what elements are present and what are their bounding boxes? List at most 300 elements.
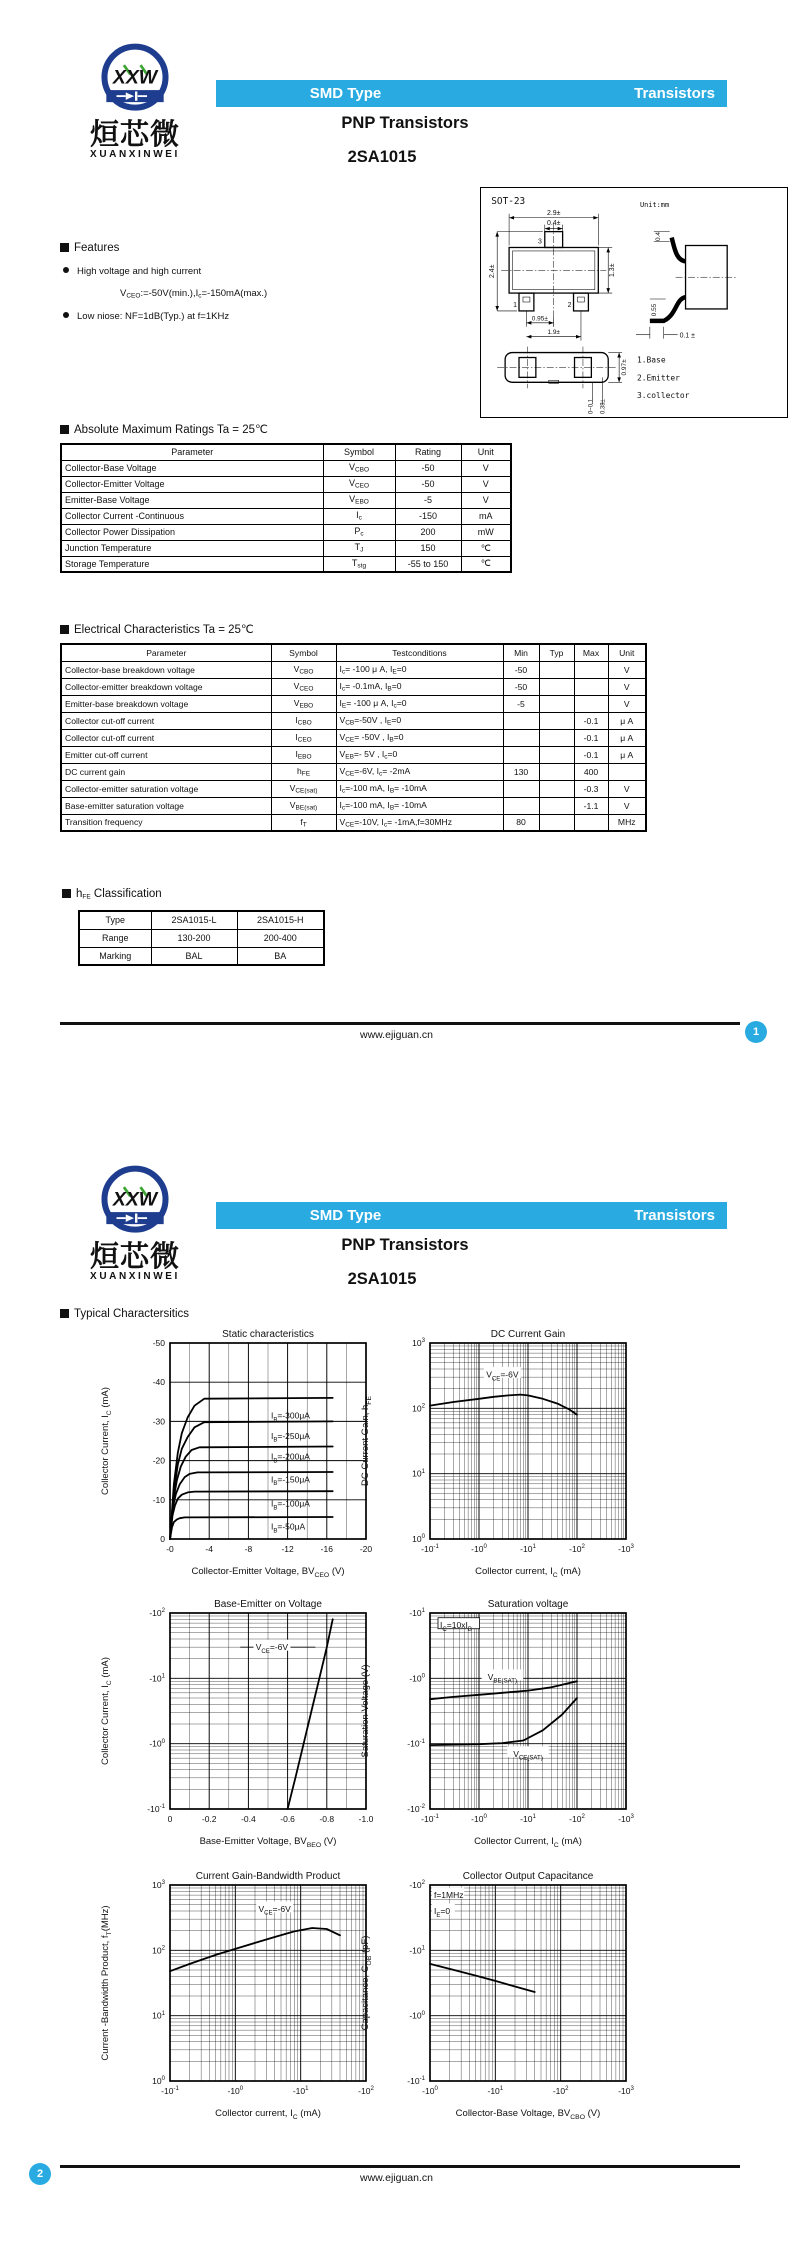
svg-text:-40: -40 [152, 1377, 165, 1388]
table-cell [574, 661, 608, 678]
column-header: Unit [608, 644, 646, 661]
svg-text:VBE(SAT): $V_{BE(SAT)}$ [487, 1671, 518, 1685]
table-cell: μ A [608, 712, 646, 729]
table-row [61, 661, 646, 678]
svg-text:Static characteristics: Static characteristics [222, 1329, 314, 1340]
elec-heading: Electrical Characteristics Ta = 25℃ [60, 622, 254, 636]
svg-text:Collector-Emitter Voltage, BVC: Collector-Emitter Voltage, $BV_{CEO}$ (V) [191, 1566, 345, 1579]
package-name: SOT-23 [491, 195, 526, 207]
column-header: Unit [461, 444, 511, 460]
table-cell: $V_{CBO}$ [271, 661, 336, 678]
table-cell: $V_{CE(sat)}$ [271, 780, 336, 797]
table-row [61, 814, 646, 831]
table-cell: Collector-emitter saturation voltage [61, 780, 271, 797]
table-row [61, 508, 511, 524]
table-cell: Transition frequency [61, 814, 271, 831]
column-header: Testconditions [336, 644, 503, 661]
table-row [61, 797, 646, 814]
table-cell: V [608, 695, 646, 712]
table-cell: Collector Power Dissipation [61, 524, 323, 540]
column-header: Parameter [61, 644, 271, 661]
table-cell: $I_c= -100$ μ A, $I_E=0$ [336, 661, 503, 678]
table-cell: $I_{CBO}$ [271, 712, 336, 729]
table-row [61, 524, 511, 540]
svg-text:-100: $-10^0$ [471, 1813, 487, 1824]
table-cell: $V_{CBO}$ [323, 460, 395, 476]
page-2 [0, 1122, 793, 2244]
svg-text:Collector current, IC (mA): Collector current, $I_C$ (mA) [215, 2108, 321, 2121]
hfe-table [78, 910, 325, 966]
table-cell: $V_{CE}= -50V$ , $I_B=0$ [336, 729, 503, 746]
svg-text:-100: $-10^0$ [471, 1543, 487, 1554]
table-row [79, 911, 324, 929]
table-cell [539, 814, 574, 831]
table-cell: ℃ [461, 556, 511, 572]
table-cell: $V_{CB}=-50V$ , $I_E=0$ [336, 712, 503, 729]
svg-text:103: $10^3$ [152, 1879, 165, 1890]
pin3-number: 3 [537, 238, 542, 246]
svg-text:Collector Current, IC (mA): Collector Current, $I_C$ (mA) [100, 1657, 113, 1765]
table-cell: 150 [395, 540, 461, 556]
svg-text:Collector Current, IC (mA): Collector Current, $I_C$ (mA) [474, 1836, 582, 1849]
svg-text:Saturation Voltage (V): Saturation Voltage (V) [360, 1664, 371, 1758]
svg-text:-10-2: $-10^{-2}$ [407, 1803, 425, 1814]
table-cell [503, 797, 539, 814]
svg-text:-101: $-10^1$ [292, 2085, 309, 2096]
table-header-row [61, 444, 511, 460]
table-cell [539, 763, 574, 780]
svg-text:IC=10xIB: $I_C=10xI_B$ [440, 1620, 472, 1634]
page-number-badge: 2 [29, 2163, 51, 2185]
svg-text:-10-1: $-10^{-1}$ [421, 1813, 439, 1824]
package-unit: Unit:mm [639, 200, 670, 209]
svg-text:-16: -16 [320, 1544, 333, 1554]
table-cell: $V_{CEO}$ [323, 476, 395, 492]
footer-rule [60, 2165, 740, 2168]
svg-text:IB=-50μA: $I_B=-50\mu A$ [270, 1521, 306, 1535]
table-row [61, 460, 511, 476]
table-cell [539, 661, 574, 678]
dim-lead-height: 0.55 [650, 303, 658, 317]
dim-side-height: 0.97± [621, 359, 629, 376]
table-cell: BAL [151, 947, 237, 965]
table-cell: V [608, 797, 646, 814]
table-cell: -1.1 [574, 797, 608, 814]
table-cell: 2SA1015-H [237, 911, 324, 929]
table-cell: mW [461, 524, 511, 540]
svg-text:-103: $-10^3$ [618, 2085, 634, 2096]
series-vce-sat [430, 1698, 577, 1745]
svg-text:-0.2: -0.2 [201, 1814, 217, 1824]
svg-text:Current Gain-Bandwidth Product: Current Gain-Bandwidth Product [195, 1871, 341, 1882]
svg-text:-0.4: -0.4 [241, 1814, 256, 1824]
table-cell: Emitter cut-off current [61, 746, 271, 763]
svg-text:101: $10^1$ [152, 2009, 165, 2021]
svg-text:-20: -20 [152, 1455, 165, 1466]
svg-text:-0.8: -0.8 [319, 1814, 335, 1824]
svg-text:IB=-300μA: $I_B=-300\mu A$ [270, 1410, 310, 1424]
svg-text:f=1MHz: f=1MHz [433, 1890, 464, 1901]
table-cell: Collector cut-off current [61, 712, 271, 729]
feature-item-detail: $V_{CEO}:=-50V(\min.),I_c=-150mA(\max.)$ [120, 288, 268, 300]
svg-text:Capacitance, COB (pF): Capacitance, $C_{OB}$ (pF) [360, 1935, 373, 2031]
svg-text:-103: $-10^3$ [618, 1543, 634, 1554]
table-cell [608, 763, 646, 780]
table-cell [503, 729, 539, 746]
table-cell: V [608, 678, 646, 695]
svg-text:IB=-250μA: $I_B=-250\mu A$ [270, 1430, 310, 1444]
table-row [61, 476, 511, 492]
svg-text:-10-1: $-10^{-1}$ [161, 2085, 179, 2096]
table-cell: Collector cut-off current [61, 729, 271, 746]
svg-text:Base-Emitter Voltage, BVBEO (V: Base-Emitter Voltage, $BV_{BEO}$ (V) [199, 1836, 337, 1849]
footer-url: www.ejiguan.cn [360, 1029, 433, 1041]
table-row [61, 712, 646, 729]
table-cell: -0.1 [574, 746, 608, 763]
svg-text:-1.0: -1.0 [358, 1814, 374, 1824]
svg-text:-101: $-10^1$ [149, 1672, 165, 1684]
table-cell [539, 746, 574, 763]
table-cell: μ A [608, 729, 646, 746]
svg-text:-100: $-10^0$ [409, 2009, 425, 2021]
table-cell: V [608, 661, 646, 678]
section-bullet-icon [60, 625, 69, 634]
svg-text:VCE=-6V: $V_{CE}=-6V$ [486, 1369, 519, 1383]
dim-total-height: 2.4± [489, 264, 497, 278]
elec-table [60, 643, 647, 832]
svg-text:-50: -50 [152, 1338, 165, 1348]
section-bullet-icon [60, 1309, 69, 1318]
table-cell [539, 678, 574, 695]
svg-text:-0: -0 [166, 1544, 174, 1554]
table-cell: BA [237, 947, 324, 965]
table-row [61, 763, 646, 780]
features-heading: Features [60, 242, 119, 254]
table-cell: -50 [503, 678, 539, 695]
section-bullet-icon [62, 889, 71, 898]
table-cell: -50 [395, 460, 461, 476]
svg-text:-100: $-10^0$ [409, 1672, 425, 1684]
logo-text: XXW [112, 66, 158, 89]
header-banner [216, 1202, 727, 1229]
bullet-icon [63, 267, 69, 273]
table-cell: $V_{CEO}$ [271, 678, 336, 695]
svg-text:-10-1: $-10^{-1}$ [147, 1803, 165, 1814]
banner-smd-type: SMD Type [309, 1207, 382, 1224]
svg-text:-101: $-10^1$ [409, 1607, 425, 1618]
svg-text:102: $10^2$ [412, 1402, 425, 1414]
table-cell: $I_c=-100$ mA, $I_B= -10mA$ [336, 780, 503, 797]
table-row [79, 929, 324, 947]
dim-standoff: 0~0.1 [588, 398, 595, 415]
table-header-row [61, 644, 646, 661]
table-cell: -0.1 [574, 712, 608, 729]
table-cell: 200 [395, 524, 461, 540]
svg-text:Current -Bandwidth Product, fT: Current -Bandwidth Product, $f_T(MHz)$ [100, 1905, 113, 2061]
table-cell: -55 to 150 [395, 556, 461, 572]
logo-text: XXW [112, 1188, 158, 1211]
table-cell: $V_{BE(sat)}$ [271, 797, 336, 814]
brand-name-en: XUANXINWEI [90, 1271, 180, 1282]
table-cell [539, 712, 574, 729]
company-logo-icon [98, 42, 172, 116]
svg-text:-10-1: $-10^{-1}$ [421, 1543, 439, 1554]
table-cell: V [608, 780, 646, 797]
svg-text:-30: -30 [152, 1416, 165, 1427]
table-cell: $I_c= -0.1mA$, $I_B=0$ [336, 678, 503, 695]
table-cell [539, 695, 574, 712]
package-outline-box [480, 187, 788, 418]
svg-text:-100: $-10^0$ [227, 2085, 244, 2096]
table-row [61, 492, 511, 508]
table-cell: Junction Temperature [61, 540, 323, 556]
dim-pad-height: 0.38± [600, 399, 607, 415]
svg-text:-101: $-10^1$ [409, 1944, 425, 1956]
pin-legend-collector: 3.collector [636, 391, 690, 401]
dim-pin-span: 1.9± [547, 329, 560, 337]
svg-text:VCE=-6V: $V_{CE}=-6V$ [258, 1903, 291, 1917]
table-cell [503, 712, 539, 729]
table-cell: 400 [574, 763, 608, 780]
svg-text:-101: $-10^1$ [520, 1813, 536, 1824]
table-cell: ℃ [461, 540, 511, 556]
svg-text:100: $10^0$ [412, 1533, 425, 1544]
table-cell: $V_{EB}=-$ 5V , $I_c=0$ [336, 746, 503, 763]
page-number-badge: 1 [745, 1021, 767, 1043]
series-vbe-on [288, 1619, 333, 1809]
header-banner [216, 80, 727, 107]
dim-body-width: 2.9± [546, 209, 561, 217]
table-cell: Type [79, 911, 151, 929]
table-cell [503, 746, 539, 763]
dim-lead-thickness: 0.1 ± [679, 332, 695, 340]
table-row [61, 780, 646, 797]
section-bullet-icon [60, 425, 69, 434]
svg-text:0: 0 [167, 1814, 173, 1824]
svg-text:DC Current Gain, hFE: DC Current Gain, $h_{FE}$ [360, 1396, 373, 1486]
table-cell: $I_{CEO}$ [271, 729, 336, 746]
table-cell: V [461, 492, 511, 508]
dim-tab-width: 0.4± [546, 220, 561, 228]
table-row [61, 695, 646, 712]
chart-saturation-voltage [356, 1597, 676, 1877]
table-cell: $V_{EBO}$ [271, 695, 336, 712]
table-cell: $f_T$ [271, 814, 336, 831]
svg-text:-10-1: $-10^{-1}$ [407, 1737, 425, 1749]
table-cell: -50 [503, 661, 539, 678]
dim-body-height: 1.3± [609, 263, 617, 277]
table-cell: $I_{EBO}$ [271, 746, 336, 763]
column-header: Min [503, 644, 539, 661]
table-cell: $V_{EBO}$ [323, 492, 395, 508]
svg-text:-12: -12 [281, 1544, 294, 1554]
svg-text:-101: $-10^1$ [520, 1543, 536, 1554]
svg-text:0: 0 [160, 1534, 165, 1544]
brand-name-cn: 烜芯微 [89, 1241, 180, 1273]
svg-text:Collector current, IC (mA): Collector current, $I_C$ (mA) [475, 1566, 581, 1579]
table-cell: μ A [608, 746, 646, 763]
svg-text:Base-Emitter on Voltage: Base-Emitter on Voltage [214, 1599, 322, 1610]
footer-rule [60, 1022, 740, 1025]
abs-max-table [60, 443, 512, 573]
table [60, 443, 512, 573]
table-cell: $P_c$ [323, 524, 395, 540]
table-cell: -0.3 [574, 780, 608, 797]
svg-text:100: $10^0$ [152, 2075, 165, 2086]
table-cell: -50 [395, 476, 461, 492]
table-cell: 130 [503, 763, 539, 780]
table-row [61, 540, 511, 556]
table-cell: DC current gain [61, 763, 271, 780]
table-cell: Collector-emitter breakdown voltage [61, 678, 271, 695]
package-drawing [481, 188, 787, 417]
column-header: Rating [395, 444, 461, 460]
column-header: Symbol [271, 644, 336, 661]
series-cob [430, 1964, 535, 1992]
svg-text:VCE(SAT): $V_{CE(SAT)}$ [513, 1748, 543, 1762]
svg-text:-102: $-10^2$ [149, 1607, 165, 1618]
table-row [61, 556, 511, 572]
series-ib-50ua [170, 1517, 333, 1539]
table-cell: $h_{FE}$ [271, 763, 336, 780]
hfe-heading: $h_{FE}$ Classification [62, 888, 162, 901]
svg-text:-100: $-10^0$ [422, 2085, 438, 2096]
table-cell: Collector-Emitter Voltage [61, 476, 323, 492]
table-cell: 200-400 [237, 929, 324, 947]
doc-subtitle: PNP Transistors [341, 114, 469, 132]
svg-text:-10-1: $-10^{-1}$ [407, 2075, 425, 2086]
column-header: Max [574, 644, 608, 661]
svg-text:VCE=-6V: $V_{CE}=-6V$ [255, 1642, 289, 1655]
dim-lead-width: 0.4 [654, 232, 662, 242]
table-cell: -0.1 [574, 729, 608, 746]
svg-text:-102: $-10^2$ [409, 1879, 425, 1890]
feature-item: Low niose: NF=1dB(Typ.) at f=1KHz [63, 311, 229, 322]
table-cell: V [461, 460, 511, 476]
banner-transistors: Transistors [634, 1207, 715, 1224]
table-cell: $I_c=-100$ mA, $I_B= -10mA$ [336, 797, 503, 814]
table-cell: 2SA1015-L [151, 911, 237, 929]
table-cell [539, 797, 574, 814]
table-cell [574, 678, 608, 695]
svg-text:-8: -8 [244, 1544, 253, 1554]
table-cell: $V_{CE}=-6V$, $I_c= -2mA$ [336, 763, 503, 780]
table-cell: MHz [608, 814, 646, 831]
table-row [61, 678, 646, 695]
svg-text:-10: -10 [152, 1494, 165, 1505]
table-cell: $T_{stg}$ [323, 556, 395, 572]
footer-url: www.ejiguan.cn [360, 2172, 433, 2184]
svg-text:IB=-150μA: $I_B=-150\mu A$ [270, 1474, 310, 1488]
svg-text:-0.6: -0.6 [280, 1814, 295, 1824]
svg-text:-20: -20 [359, 1544, 373, 1554]
brand-name-cn: 烜芯微 [89, 119, 180, 151]
feature-item: High voltage and high current [63, 266, 201, 277]
table-cell: $I_E= -100$ μ A, $I_c=0$ [336, 695, 503, 712]
table-cell: $I_c$ [323, 508, 395, 524]
table-row [61, 729, 646, 746]
table-cell: Base-emitter saturation voltage [61, 797, 271, 814]
table-cell [574, 695, 608, 712]
table-cell [539, 729, 574, 746]
svg-text:101: $10^1$ [412, 1467, 425, 1479]
table-row [79, 947, 324, 965]
svg-text:-102: $-10^2$ [552, 2085, 569, 2096]
svg-text:Saturation voltage: Saturation voltage [487, 1599, 569, 1610]
banner-transistors: Transistors [634, 85, 715, 102]
column-header: Symbol [323, 444, 395, 460]
typical-characteristics-heading: Typical Charactersitics [60, 1308, 189, 1320]
pin-legend-base: 1.Base [636, 355, 666, 365]
section-bullet-icon [60, 243, 69, 252]
series-hfe [430, 1395, 577, 1415]
part-number: 2SA1015 [347, 1270, 417, 1288]
table-cell: $V_{CE}=-10V$, $I_c= -1mA,f=30MHz$ [336, 814, 503, 831]
table-cell: Collector-base breakdown voltage [61, 661, 271, 678]
dim-pin-pitch: 0.95± [531, 315, 548, 323]
column-header: Typ [539, 644, 574, 661]
svg-text:Collector Current, IC (mA): Collector Current, $I_C$ (mA) [100, 1387, 113, 1495]
table-cell: Emitter-Base Voltage [61, 492, 323, 508]
svg-text:IB=-200μA: $I_B=-200\mu A$ [270, 1451, 310, 1465]
table-cell: Range [79, 929, 151, 947]
svg-text:-102: $-10^2$ [358, 2085, 374, 2096]
table-cell: 130-200 [151, 929, 237, 947]
part-number: 2SA1015 [347, 148, 417, 166]
pin1-number: 1 [513, 301, 518, 309]
svg-text:Collector-Base Voltage, BVCBO: Collector-Base Voltage, $BV_{CBO}$ (V) [455, 2108, 601, 2121]
table-cell: Emitter-base breakdown voltage [61, 695, 271, 712]
bullet-icon [63, 312, 69, 318]
svg-text:-101: $-10^1$ [487, 2085, 504, 2096]
table-cell [503, 780, 539, 797]
chart-collector-output-capacitance [356, 1869, 676, 2149]
chart-dc-current-gain [356, 1327, 676, 1607]
table-cell: Collector Current -Continuous [61, 508, 323, 524]
table-cell: Marking [79, 947, 151, 965]
brand-name-en: XUANXINWEI [90, 149, 180, 160]
table [78, 910, 325, 966]
table-cell: -150 [395, 508, 461, 524]
svg-text:-100: $-10^0$ [149, 1737, 165, 1749]
svg-text:Collector Output Capacitance: Collector Output Capacitance [462, 1871, 594, 1882]
svg-text:-102: $-10^2$ [569, 1543, 585, 1554]
table-cell: -5 [503, 695, 539, 712]
table-cell: $T_J$ [323, 540, 395, 556]
table-cell: mA [461, 508, 511, 524]
table-cell [574, 814, 608, 831]
company-logo-icon [98, 1164, 172, 1238]
svg-text:IE=0: $I_E=0$ [433, 1905, 451, 1919]
column-header: Parameter [61, 444, 323, 460]
abs-max-heading: Absolute Maximum Ratings Ta = 25℃ [60, 422, 268, 436]
svg-text:102: $10^2$ [152, 1944, 165, 1956]
table-cell: V [461, 476, 511, 492]
table-row [61, 746, 646, 763]
svg-text:-102: $-10^2$ [569, 1813, 585, 1824]
svg-text:-4: -4 [205, 1544, 213, 1554]
svg-text:-103: $-10^3$ [618, 1813, 634, 1824]
svg-text:DC Current Gain: DC Current Gain [490, 1329, 566, 1340]
svg-text:IB=-100μA: $I_B=-100\mu A$ [270, 1498, 310, 1512]
table [60, 643, 647, 832]
pin2-number: 2 [567, 301, 572, 309]
table-cell: Collector-Base Voltage [61, 460, 323, 476]
table-cell [539, 780, 574, 797]
table-cell: Storage Temperature [61, 556, 323, 572]
banner-smd-type: SMD Type [309, 85, 382, 102]
pin-legend-emitter: 2.Emitter [636, 373, 680, 383]
